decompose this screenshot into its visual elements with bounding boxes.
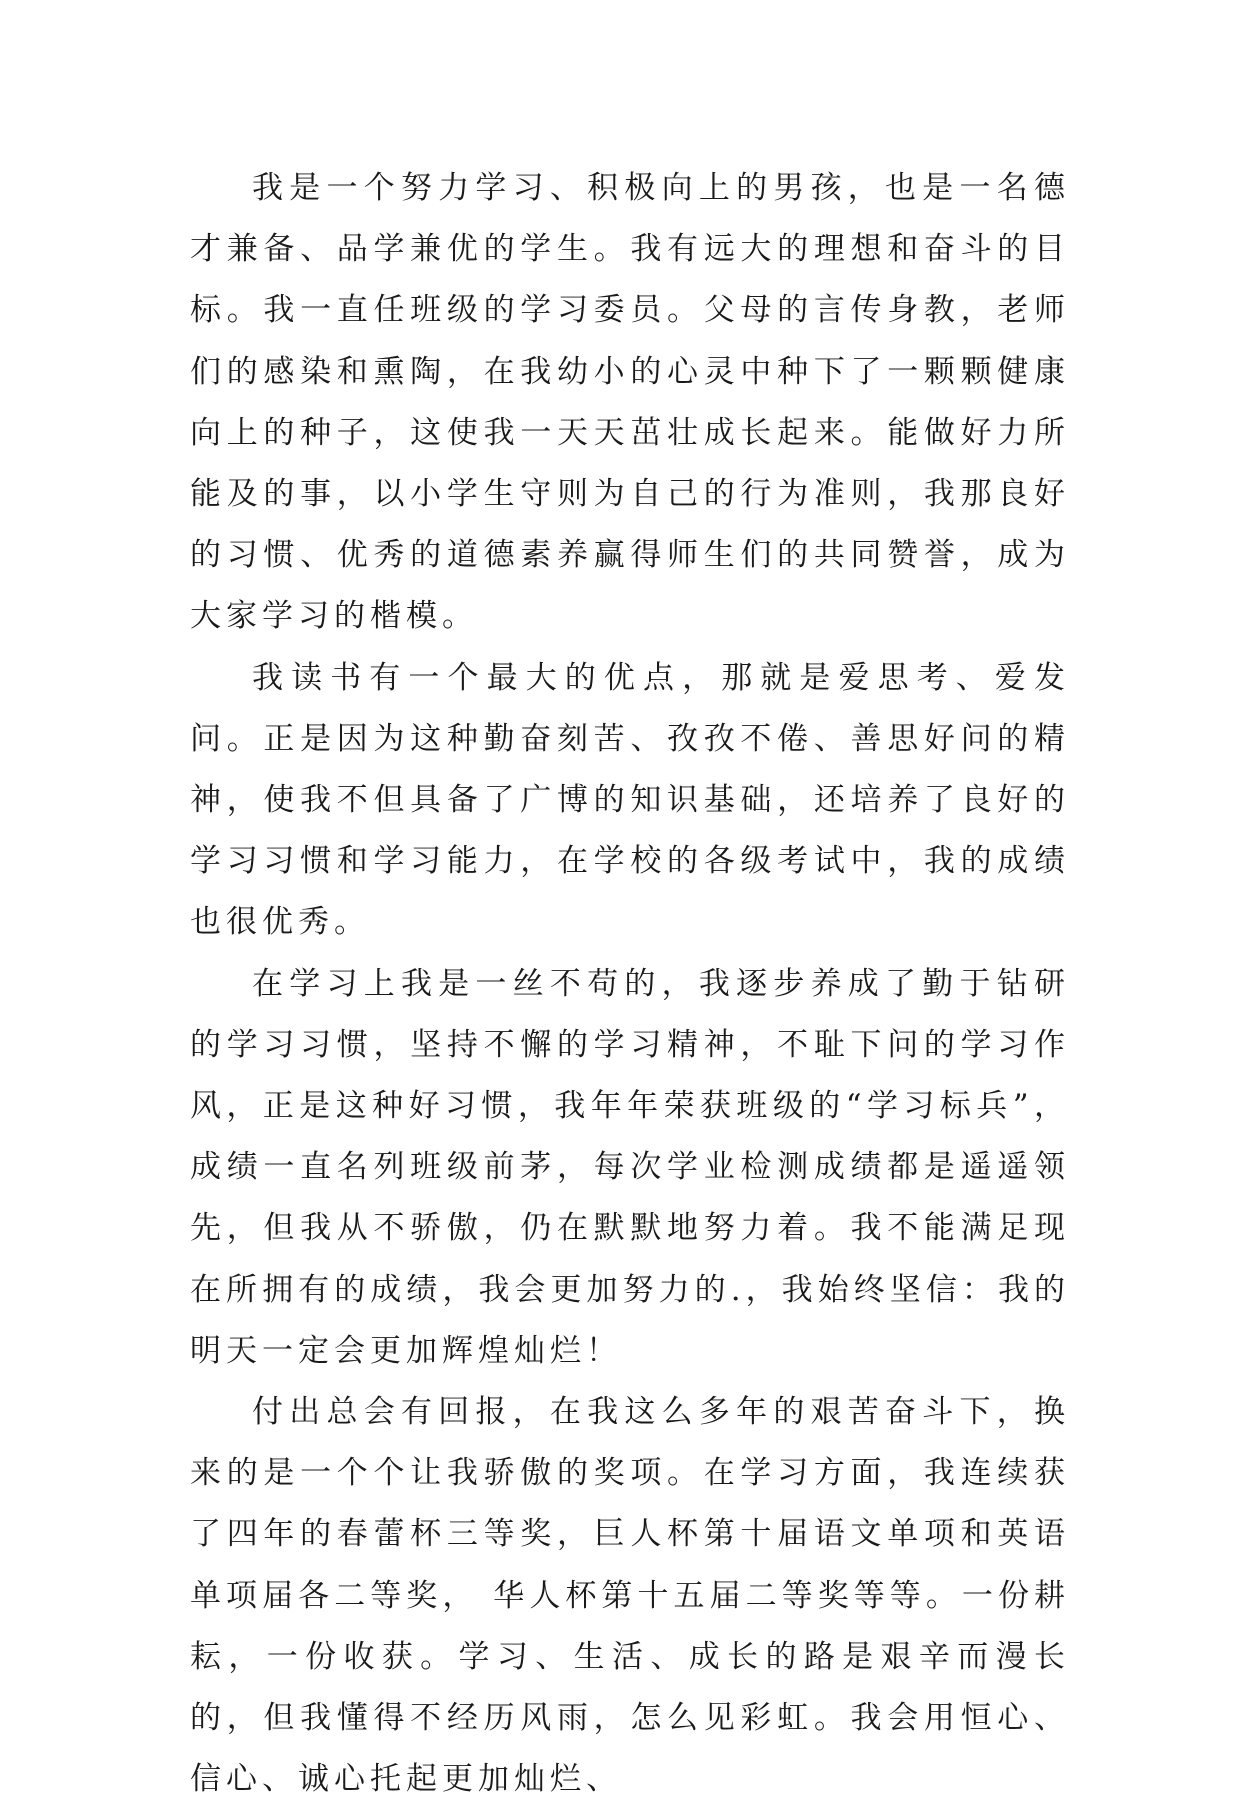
- paragraph: 我是一个努力学习、积极向上的男孩，也是一名德才兼备、品学兼优的学生。我有远大的理想和奋斗的目标。我一直任班级的学习委员。父母的言传身教，老师们的感染和熏陶，在我幼小的心灵中种下了一颗颗健康向上的种子，这使我一天天茁壮成长起来。能做好力所能及的事，以小学生守则为自己的行为准则，我那良好的习惯、优秀的道德素养赢得师生们的共同赞誉，成为大家学习的楷模。: [190, 170, 1070, 635]
- document-body: [190, 158, 1070, 1810]
- paragraph: 付出总会有回报，在我这么多年的艰苦奋斗下，换来的是一个个让我骄傲的奖项。在学习方面，我连续获了四年的春蕾杯三等奖，巨人杯第十届语文单项和英语单项届各二等奖， 华人杯第十五届二等奖等等。一份耕耘，一份收获。学习、生活、成长的路是艰辛而漫长的，但我懂得不经历风雨，怎么见彩虹。我会用恒心、信心、诚心托起更加灿烂、: [190, 1394, 1070, 1798]
- paragraph: 我读书有一个最大的优点，那就是爱思考、爱发问。正是因为这种勤奋刻苦、孜孜不倦、善思好问的精神，使我不但具备了广博的知识基础，还培养了良好的学习习惯和学习能力，在学校的各级考试中，我的成绩也很优秀。: [190, 659, 1070, 941]
- paragraph: 在学习上我是一丝不苟的，我逐步养成了勤于钻研的学习习惯，坚持不懈的学习精神，不耻下问的学习作风，正是这种好习惯，我年年荣获班级的“学习标兵”，成绩一直名列班级前茅，每次学业检测成绩都是遥遥领先，但我从不骄傲，仍在默默地努力着。我不能满足现在所拥有的成绩，我会更加努力的.，我始终坚信：我的明天一定会更加辉煌灿烂！: [190, 965, 1070, 1369]
